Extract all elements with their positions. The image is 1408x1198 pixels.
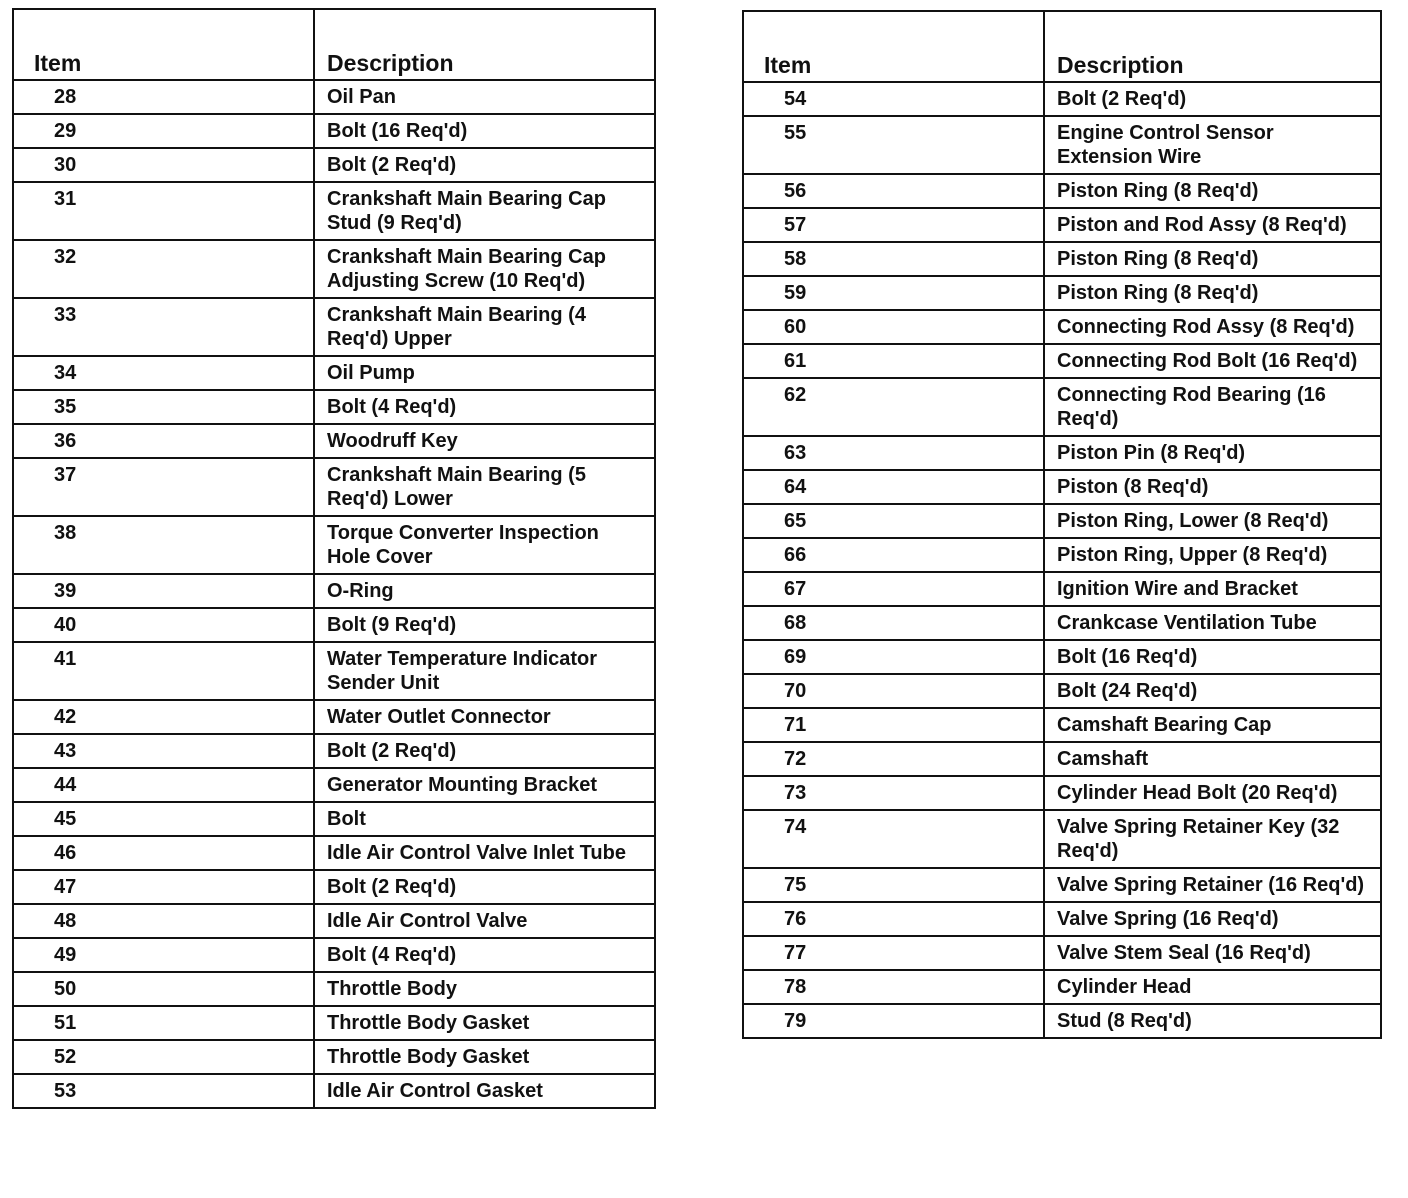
item-description: Throttle Body Gasket — [314, 1006, 655, 1040]
item-number: 75 — [743, 868, 1044, 902]
item-description: Connecting Rod Bolt (16 Req'd) — [1044, 344, 1381, 378]
item-description: Oil Pump — [314, 356, 655, 390]
table-row — [13, 972, 655, 1006]
table-row — [743, 1004, 1381, 1038]
item-column-header: Item — [743, 11, 1044, 82]
table-row — [13, 802, 655, 836]
item-number: 45 — [13, 802, 314, 836]
item-number: 39 — [13, 574, 314, 608]
table-row — [743, 640, 1381, 674]
table-row — [13, 424, 655, 458]
table-row — [743, 538, 1381, 572]
item-description: Camshaft Bearing Cap — [1044, 708, 1381, 742]
item-description: Connecting Rod Bearing (16 Req'd) — [1044, 378, 1381, 436]
table-row — [13, 148, 655, 182]
table-header-row — [13, 9, 655, 80]
table-row — [743, 970, 1381, 1004]
item-description: Idle Air Control Valve Inlet Tube — [314, 836, 655, 870]
item-description: Stud (8 Req'd) — [1044, 1004, 1381, 1038]
table-row — [13, 574, 655, 608]
table-row — [743, 310, 1381, 344]
item-description: Cylinder Head — [1044, 970, 1381, 1004]
item-description: Water Outlet Connector — [314, 700, 655, 734]
item-number: 44 — [13, 768, 314, 802]
table-row — [743, 344, 1381, 378]
table-row — [13, 642, 655, 700]
item-description: Idle Air Control Gasket — [314, 1074, 655, 1108]
table-row — [743, 276, 1381, 310]
item-description: Valve Spring Retainer Key (32 Req'd) — [1044, 810, 1381, 868]
item-number: 65 — [743, 504, 1044, 538]
item-number: 62 — [743, 378, 1044, 436]
table-row — [13, 114, 655, 148]
table-row — [13, 240, 655, 298]
table-row — [13, 608, 655, 642]
table-row — [743, 936, 1381, 970]
item-number: 37 — [13, 458, 314, 516]
item-description: Engine Control Sensor Extension Wire — [1044, 116, 1381, 174]
item-number: 71 — [743, 708, 1044, 742]
item-number: 31 — [13, 182, 314, 240]
item-number: 43 — [13, 734, 314, 768]
item-number: 33 — [13, 298, 314, 356]
table-row — [743, 708, 1381, 742]
item-description: Bolt (4 Req'd) — [314, 938, 655, 972]
item-number: 29 — [13, 114, 314, 148]
item-number: 72 — [743, 742, 1044, 776]
item-number: 46 — [13, 836, 314, 870]
item-number: 50 — [13, 972, 314, 1006]
item-description: Bolt (2 Req'd) — [314, 734, 655, 768]
item-number: 41 — [13, 642, 314, 700]
table-row — [743, 116, 1381, 174]
item-description: Camshaft — [1044, 742, 1381, 776]
item-number: 68 — [743, 606, 1044, 640]
table-row — [13, 836, 655, 870]
item-description: Generator Mounting Bracket — [314, 768, 655, 802]
item-description: Piston Ring (8 Req'd) — [1044, 174, 1381, 208]
item-number: 55 — [743, 116, 1044, 174]
item-description: Throttle Body Gasket — [314, 1040, 655, 1074]
item-number: 35 — [13, 390, 314, 424]
item-number: 69 — [743, 640, 1044, 674]
table-row — [743, 208, 1381, 242]
item-description: Crankshaft Main Bearing Cap Stud (9 Req'd) — [314, 182, 655, 240]
table-row — [13, 870, 655, 904]
item-description: Valve Stem Seal (16 Req'd) — [1044, 936, 1381, 970]
item-description: Throttle Body — [314, 972, 655, 1006]
table-row — [743, 504, 1381, 538]
item-column-header: Item — [13, 9, 314, 80]
item-description: Crankshaft Main Bearing Cap Adjusting Screw (10 Req'd) — [314, 240, 655, 298]
item-description: Bolt (2 Req'd) — [314, 870, 655, 904]
table-row — [13, 458, 655, 516]
item-description: Ignition Wire and Bracket — [1044, 572, 1381, 606]
item-number: 28 — [13, 80, 314, 114]
item-description: Idle Air Control Valve — [314, 904, 655, 938]
item-number: 47 — [13, 870, 314, 904]
item-number: 30 — [13, 148, 314, 182]
item-number: 77 — [743, 936, 1044, 970]
item-number: 70 — [743, 674, 1044, 708]
item-number: 53 — [13, 1074, 314, 1108]
table-row — [13, 700, 655, 734]
parts-rows-left — [13, 80, 655, 1108]
table-row — [13, 1006, 655, 1040]
table-row — [743, 572, 1381, 606]
table-row — [743, 242, 1381, 276]
item-number: 34 — [13, 356, 314, 390]
item-description: Bolt (16 Req'd) — [314, 114, 655, 148]
item-number: 32 — [13, 240, 314, 298]
table-row — [13, 298, 655, 356]
table-row — [743, 82, 1381, 116]
table-row — [743, 902, 1381, 936]
table-row — [743, 436, 1381, 470]
table-row — [13, 182, 655, 240]
table-row — [13, 1040, 655, 1074]
table-row — [743, 776, 1381, 810]
table-row — [13, 390, 655, 424]
item-description: Valve Spring (16 Req'd) — [1044, 902, 1381, 936]
item-number: 61 — [743, 344, 1044, 378]
item-number: 79 — [743, 1004, 1044, 1038]
item-description: Piston Ring (8 Req'd) — [1044, 242, 1381, 276]
parts-table-left — [12, 8, 656, 1109]
item-description: Oil Pan — [314, 80, 655, 114]
item-number: 56 — [743, 174, 1044, 208]
item-description: Piston Pin (8 Req'd) — [1044, 436, 1381, 470]
item-description: Piston Ring, Upper (8 Req'd) — [1044, 538, 1381, 572]
item-number: 51 — [13, 1006, 314, 1040]
item-number: 58 — [743, 242, 1044, 276]
parts-rows-right — [743, 82, 1381, 1038]
table-row — [743, 378, 1381, 436]
item-description: Bolt (9 Req'd) — [314, 608, 655, 642]
item-number: 76 — [743, 902, 1044, 936]
item-number: 73 — [743, 776, 1044, 810]
table-row — [13, 356, 655, 390]
item-description: Piston and Rod Assy (8 Req'd) — [1044, 208, 1381, 242]
table-row — [743, 674, 1381, 708]
item-number: 59 — [743, 276, 1044, 310]
table-row — [13, 80, 655, 114]
item-number: 57 — [743, 208, 1044, 242]
item-number: 67 — [743, 572, 1044, 606]
item-number: 60 — [743, 310, 1044, 344]
item-description: Water Temperature Indicator Sender Unit — [314, 642, 655, 700]
item-description: Crankshaft Main Bearing (5 Req'd) Lower — [314, 458, 655, 516]
table-row — [743, 470, 1381, 504]
item-description: O-Ring — [314, 574, 655, 608]
item-description: Cylinder Head Bolt (20 Req'd) — [1044, 776, 1381, 810]
item-description: Torque Converter Inspection Hole Cover — [314, 516, 655, 574]
item-number: 54 — [743, 82, 1044, 116]
table-row — [743, 742, 1381, 776]
table-row — [743, 868, 1381, 902]
parts-table-right — [742, 10, 1382, 1039]
item-number: 66 — [743, 538, 1044, 572]
item-description: Piston (8 Req'd) — [1044, 470, 1381, 504]
item-description: Piston Ring (8 Req'd) — [1044, 276, 1381, 310]
item-description: Bolt (2 Req'd) — [1044, 82, 1381, 116]
item-number: 64 — [743, 470, 1044, 504]
item-number: 38 — [13, 516, 314, 574]
item-number: 52 — [13, 1040, 314, 1074]
table-header-row — [743, 11, 1381, 82]
item-description: Crankcase Ventilation Tube — [1044, 606, 1381, 640]
item-description: Crankshaft Main Bearing (4 Req'd) Upper — [314, 298, 655, 356]
item-description: Connecting Rod Assy (8 Req'd) — [1044, 310, 1381, 344]
description-column-header: Description — [1044, 11, 1381, 82]
table-row — [743, 810, 1381, 868]
item-description: Bolt (4 Req'd) — [314, 390, 655, 424]
item-number: 63 — [743, 436, 1044, 470]
item-description: Bolt — [314, 802, 655, 836]
item-number: 36 — [13, 424, 314, 458]
item-number: 48 — [13, 904, 314, 938]
table-row — [743, 174, 1381, 208]
table-row — [13, 768, 655, 802]
item-description: Bolt (24 Req'd) — [1044, 674, 1381, 708]
table-row — [13, 734, 655, 768]
item-number: 74 — [743, 810, 1044, 868]
table-row — [13, 938, 655, 972]
item-description: Bolt (16 Req'd) — [1044, 640, 1381, 674]
table-row — [743, 606, 1381, 640]
table-row — [13, 904, 655, 938]
item-description: Woodruff Key — [314, 424, 655, 458]
item-number: 78 — [743, 970, 1044, 1004]
item-description: Bolt (2 Req'd) — [314, 148, 655, 182]
table-row — [13, 1074, 655, 1108]
item-description: Piston Ring, Lower (8 Req'd) — [1044, 504, 1381, 538]
item-description: Valve Spring Retainer (16 Req'd) — [1044, 868, 1381, 902]
item-number: 42 — [13, 700, 314, 734]
table-row — [13, 516, 655, 574]
item-number: 40 — [13, 608, 314, 642]
description-column-header: Description — [314, 9, 655, 80]
item-number: 49 — [13, 938, 314, 972]
